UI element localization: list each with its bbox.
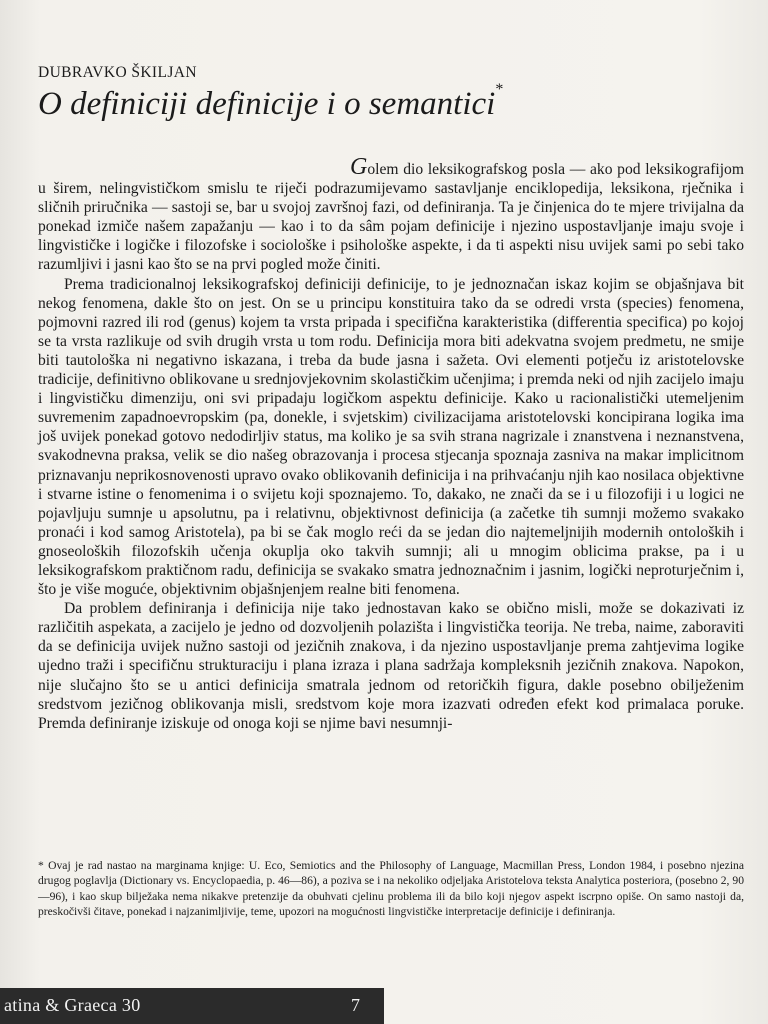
footnote [38,858,744,919]
paragraph-1-text: olem dio leksikografskog posla — ako pod leksikografijom u širem, nelingvističkom smislu te riječi podrazumijevamo sastavljanje enciklopedija, leksikona, rječnika i sličnih priručnika — sastoji se, bar u svojoj završnoj fazi, od definiranja. Ta je činjenica do te mjere trivijalna da ponekad izmiče našem zapažanju — kao i to da sâm pojam definicije i njezino uspostavljanje imaju svoje i lingvističke i logičke i filozofske i sociološke i psihološke aspekte, i da ti aspekti nisu uvijek sami po sebi tako razumljivi i jasni kao što se na prvi pogled može činiti. [38,161,744,274]
journal-name: atina & Graeca 30 [4,995,141,1015]
paragraph-1 [38,154,744,275]
drop-cap: G [350,154,368,180]
paragraph-2: Prema tradicionalnoj leksikografskoj definiciji definicije, to je jednoznačan iskaz kojim se objašnjava bit nekog fenomena, dakle što on jest. On se u principu konstituira tako da se odredi vrsta (species) fenomena, pojmovni razred ili rod (genus) kojem ta vrsta pripada i specifična karakteristika (differentia specifica) po kojoj se ta vrsta razlikuje od svih drugih vrsta u tom rodu. Definicija mora biti adekvatna svojem predmetu, ne smije biti tautološka ni negativno iskazana, i treba da bude jasna i sažeta. Ovi elementi potječu iz aristotelovske tradicije, definitivno oblikovane u srednjovjekovnim skolastičkim učenjima; i premda neki od njih zacijelo imaju i lingvističku dimenziju, oni svi pripadaju logičkom aspektu definicije. Kako u racionalistički utemeljenim suvremenim zapadnoevropskim (pa, donekle, i svjetskim) civilizacijama aristotelovski koncipirana logika ima još uvijek ponekad gotovo nedodirljiv status, ma koliko je sa svih strana nagrizale i znanstvena i neznanstvena, svakodnevna praksa, velik se dio našeg obrazovanja i procesa stjecanja spoznaja zasniva na makar implicitnom priznavanju neprikosnovenosti upravo ovako oblikovanih definicija i na prihvaćanju njih kao nosilaca objektivne i stvarne istine o fenomenima i o svijetu koji spoznajemo. To, dakako, ne znači da se i u filozofiji i u logici ne pojavljuju sumnje u apsolutnu, pa i relativnu, objektivnost definicija (a začetke tih sumnji možemo svakako pronaći i kod samog Aristotela), pa bi se čak moglo reći da se jedan dio najtemeljnijih modernih ontoloških i gnoseoloških filozofskih učenja okuplja oko takvih sumnji; ali u mnogim oblicima prakse, pa i u leksikografskom praktičnom radu, definicija se svakako smatra jednoznačnim i jasnim, logički neproturječnim i, što je više moguće, objektivnim objašnjenjem realne biti fenomena. [38,275,744,599]
footnote-text: * Ovaj je rad nastao na marginama knjige: U. Eco, Semiotics and the Philosophy of Language, Macmillan Press, London 1984, i posebno njezina drugog poglavlja (Dictionary vs. Encyclopaedia, p. 46—86), a poziva se i na nekoliko odjeljaka Aristotelova teksta Analytica posteriora, (posebno 2, 90—96), i kao skup bilježaka nema nikakve pretenzije da obuhvati cjelinu problema ili da bilo koji njegov aspekt iscrpno opiše. On samo nastoji da, preskočivši čitave, ponekad i najzanimljivije, teme, upozori na mogućnosti lingvističke interpretacije definicije i definiranja. [38,859,744,918]
article-body [38,154,744,733]
page-number: 7 [351,995,360,1015]
paragraph-3: Da problem definiranja i definicija nije tako jednostavan kako se obično misli, može se dokazivati iz različitih aspekata, a zacijelo je jedno od dozvoljenih polazišta i lingvistička teorija. Ne treba, naime, zaboraviti da se definicija uvijek nužno sastoji od jezičnih znakova, i da njezino uspostavljanje prema zahtjevima logike ujedno traži i specifičnu strukturaciju i plana izraza i plana sadržaja kompleksnih jezičnih znakova. Napokon, nije slučajno što se u antici definicija smatrala jednom od retoričkih figura, dakle posebno obilježenim sredstvom jezičnog oblikovanja misli, sredstvom koje mora izazvati određen efekt kod primalaca poruke. Premda definiranje iziskuje od onoga koji se njime bavi nesumnji- [38,600,744,732]
article-title [38,81,504,123]
title-text: O definiciji definicije i o semantici [38,86,496,122]
author-name: DUBRAVKO ŠKILJAN [38,64,197,81]
title-footnote-mark: * [495,81,504,98]
page-footer-bar [0,988,384,1024]
